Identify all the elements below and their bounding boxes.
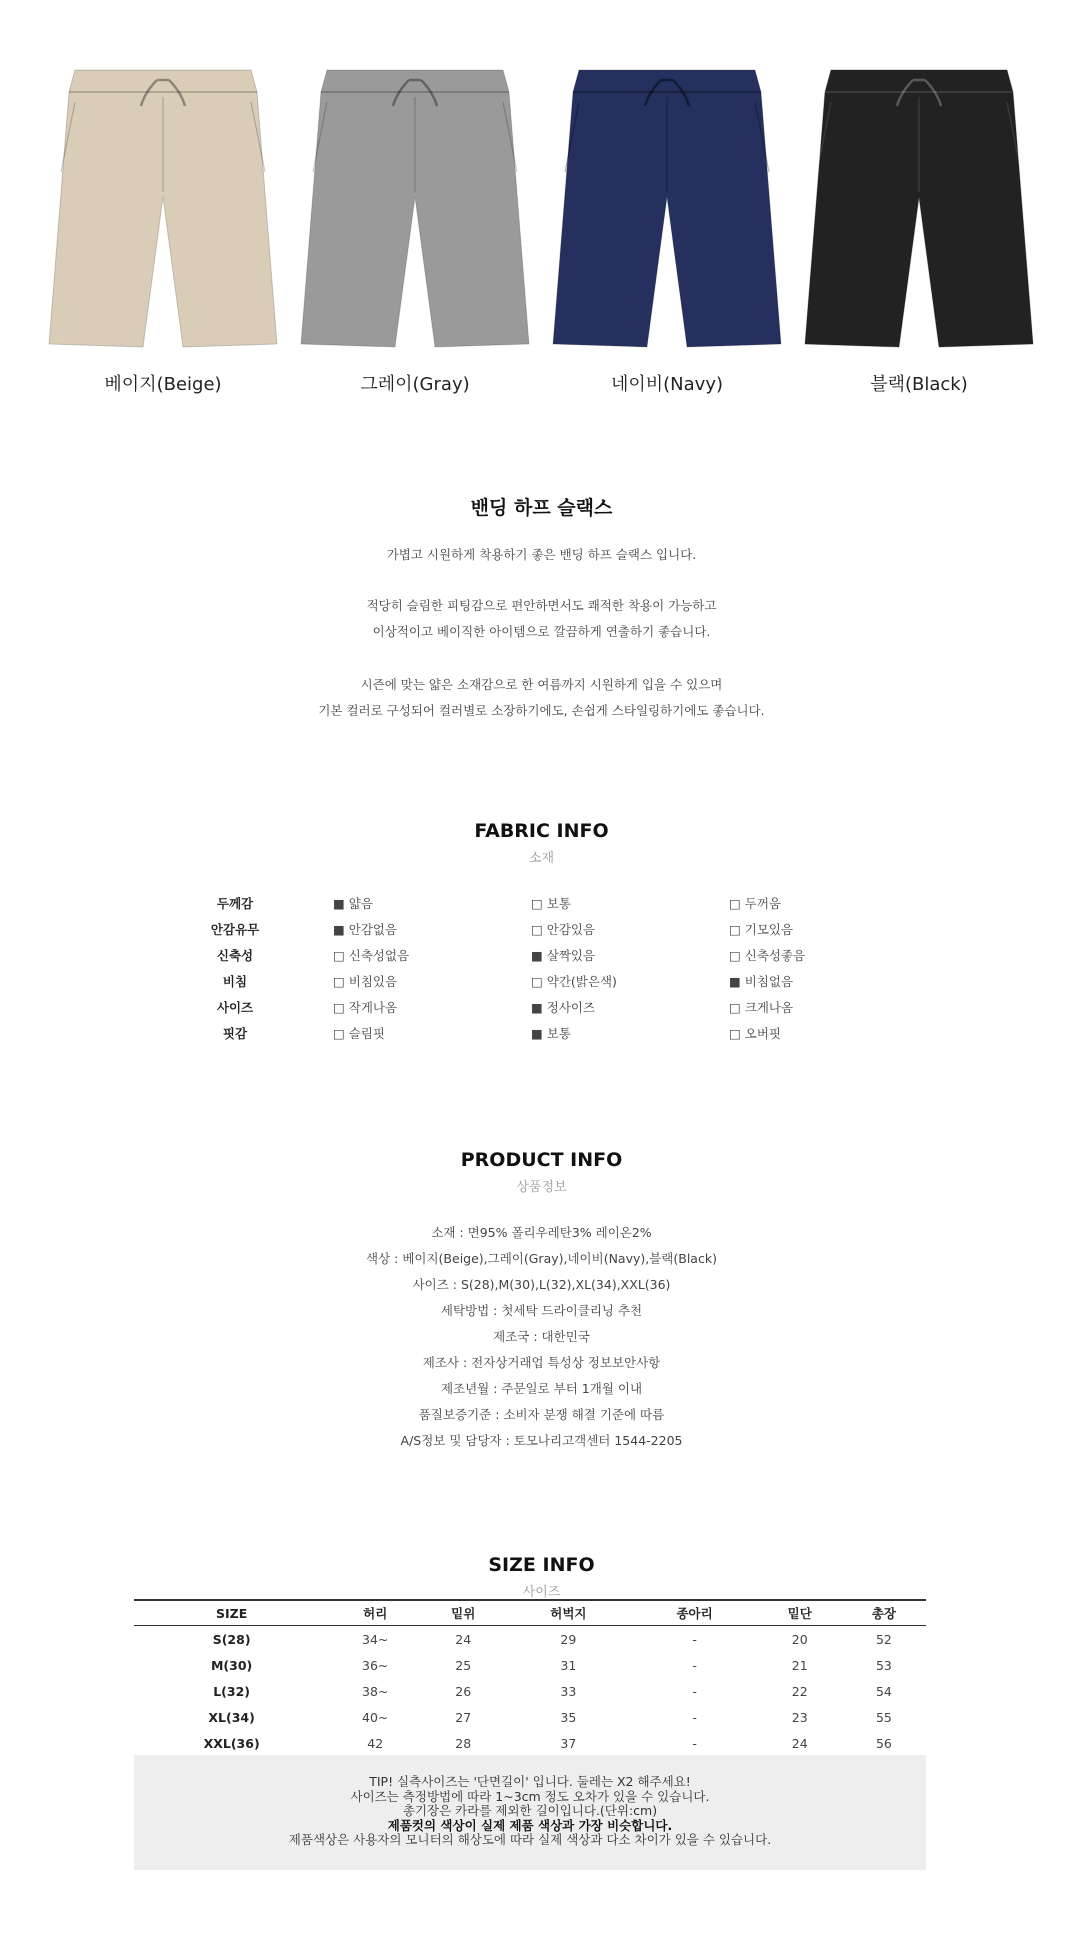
shorts-image [45,62,281,350]
table-cell: 55 [875,1709,892,1725]
table-cell: 23 [791,1709,808,1725]
product-info-subtitle: 상품정보 [516,1180,567,1195]
product-swatch-beige [45,62,281,396]
table-cell: 25 [455,1657,472,1673]
table-cell: 35 [560,1709,577,1725]
product-info-line: 색상 : 베이지(Beige),그레이(Gray),네이비(Navy),블랙(Black) [366,1251,717,1266]
swatch-caption: 네이비(Navy) [610,374,723,395]
table-row [134,1626,926,1653]
table-cell: 21 [791,1657,808,1673]
fabric-option: ■ 살짝있음 [531,948,596,963]
fabric-option: □ 안감있음 [531,922,596,937]
shorts-image [801,62,1037,350]
fabric-option: □ 오버핏 [729,1026,782,1041]
table-cell: 27 [455,1709,472,1725]
fabric-row-label: 핏감 [222,1026,248,1041]
product-swatch-navy [549,62,785,396]
shorts-navy-icon [549,62,785,350]
table-cell: L(32) [213,1683,251,1699]
intro-line: 적당히 슬림한 피팅감으로 편안하면서도 쾌적한 착용이 가능하고 [366,598,717,613]
table-cell: 38~ [362,1683,389,1699]
fabric-option: □ 약간(밝은색) [531,974,617,989]
table-row [134,1730,926,1756]
table-cell: 26 [455,1683,472,1699]
fabric-info-subtitle: 소재 [528,851,555,866]
size-col-header: 총장 [842,1600,926,1626]
fabric-option: ■ 정사이즈 [531,1000,596,1015]
tip-line-emphasis: 제품컷의 색상이 실제 제품 색상과 가장 비슷합니다. [387,1817,673,1833]
fabric-row-label: 두께감 [216,896,254,911]
table-cell: M(30) [210,1657,253,1673]
table-cell: 53 [875,1657,892,1673]
table-cell: 24 [455,1631,472,1647]
size-col-header: 밑위 [421,1600,505,1626]
table-cell: 34~ [362,1631,389,1647]
fabric-option: □ 두꺼움 [729,896,782,911]
fabric-row-label: 비침 [222,974,248,989]
fabric-info-title: FABRIC INFO [474,820,609,842]
table-cell: S(28) [212,1631,251,1647]
swatch-caption: 베이지(Beige) [104,374,222,395]
table-cell: 37 [560,1735,577,1751]
swatch-caption: 블랙(Black) [870,374,968,395]
table-cell: 28 [455,1735,472,1751]
color-swatches [35,62,1055,402]
tip-line: 사이즈는 측정방법에 따라 1~3cm 정도 오차가 있을 수 있습니다. [350,1788,710,1804]
size-table-header [134,1600,926,1626]
shorts-image [297,62,533,350]
fabric-row-fit [0,1024,1083,1050]
fabric-row-lining [0,920,1083,946]
size-info-subtitle: 사이즈 [522,1585,561,1600]
fabric-option: □ 슬림핏 [333,1026,386,1041]
fabric-row-label: 안감유무 [210,922,260,937]
table-cell: XXL(36) [203,1735,260,1751]
tip-line: TIP! 실측사이즈는 '단면길이' 입니다. 둘레는 X2 해주세요! [369,1774,691,1789]
product-info-line: 제조년월 : 주문일로 부터 1개월 이내 [440,1381,643,1396]
table-cell: - [692,1683,697,1699]
fabric-option: ■ 안감없음 [333,922,398,937]
fabric-option: □ 작게나옴 [333,1000,398,1015]
fabric-option: □ 신축성좋음 [729,948,806,963]
shorts-gray-icon [297,62,533,350]
table-cell: 24 [791,1735,808,1751]
tip-line: 제품색상은 사용자의 모니터의 해상도에 따라 실제 색상과 다소 차이가 있을 수 있습니다. [288,1832,772,1847]
table-row [134,1704,926,1730]
table-cell: 20 [791,1631,808,1647]
table-cell: 52 [875,1631,892,1647]
intro-line: 시즌에 맞는 얇은 소재감으로 한 여름까지 시원하게 입을 수 있으며 [360,677,723,692]
size-col-header: 허벅지 [505,1600,631,1626]
intro-line: 가볍고 시원하게 착용하기 좋은 밴딩 하프 슬랙스 입니다. [386,547,697,562]
product-info-line: A/S정보 및 담당자 : 토모나리고객센터 1544-2205 [400,1433,683,1448]
product-info-line: 제조사 : 전자상거래업 특성상 정보보안사항 [422,1355,661,1370]
fabric-row-stretch [0,946,1083,972]
table-cell: 22 [791,1683,808,1699]
table-cell: 40~ [362,1709,389,1725]
size-col-header: SIZE [134,1600,329,1626]
product-swatch-gray [297,62,533,396]
intro-line: 이상적이고 베이직한 아이템으로 깔끔하게 연출하기 좋습니다. [372,624,711,639]
product-info-line: 품질보증기준 : 소비자 분쟁 해결 기준에 따름 [418,1407,665,1422]
fabric-option: □ 크게나옴 [729,1000,794,1015]
product-swatch-black [801,62,1037,396]
size-table [134,1599,926,1756]
size-col-header: 허리 [329,1600,421,1626]
table-row [134,1678,926,1704]
fabric-row-size [0,998,1083,1024]
table-cell: - [692,1631,697,1647]
fabric-option: □ 보통 [531,896,571,911]
intro-title: 밴딩 하프 슬랙스 [470,497,613,519]
fabric-row-thickness [0,894,1083,920]
swatch-caption: 그레이(Gray) [360,374,470,395]
fabric-option: □ 신축성없음 [333,948,410,963]
intro-line: 기본 컬러로 구성되어 컬러별로 소장하기에도, 손쉽게 스타일링하기에도 좋습니다. [318,703,765,718]
size-info-title: SIZE INFO [488,1554,595,1576]
table-cell: 56 [875,1735,892,1751]
fabric-row-sheerness [0,972,1083,998]
table-cell: 42 [367,1735,384,1751]
table-cell: - [692,1709,697,1725]
shorts-image [549,62,785,350]
fabric-option: ■ 보통 [531,1026,571,1041]
fabric-option: □ 비침있음 [333,974,398,989]
table-cell: XL(34) [208,1709,255,1725]
fabric-row-label: 신축성 [216,948,254,963]
table-cell: - [692,1657,697,1673]
product-info-line: 소재 : 면95% 폴리우레탄3% 레이온2% [431,1225,652,1240]
table-cell: 33 [560,1683,577,1699]
size-col-header: 종아리 [631,1600,757,1626]
size-col-header: 밑단 [758,1600,842,1626]
table-row [134,1652,926,1678]
tip-line: 총기장은 카라를 제외한 길이입니다.(단위:cm) [402,1803,658,1818]
table-cell: 36~ [362,1657,389,1673]
table-cell: 31 [560,1657,577,1673]
fabric-option: ■ 비침없음 [729,974,794,989]
fabric-option: ■ 얇음 [333,896,373,911]
table-cell: - [692,1735,697,1751]
fabric-option: □ 기모있음 [729,922,794,937]
table-cell: 29 [560,1631,577,1647]
fabric-row-label: 사이즈 [216,1000,254,1015]
product-info-line: 제조국 : 대한민국 [493,1329,590,1344]
shorts-beige-icon [45,62,281,350]
size-tip-box [134,1755,926,1870]
product-info-line: 사이즈 : S(28),M(30),L(32),XL(34),XXL(36) [412,1277,671,1292]
table-cell: 54 [875,1683,892,1699]
shorts-black-icon [801,62,1037,350]
product-info-title: PRODUCT INFO [460,1149,623,1171]
product-info-line: 세탁방법 : 첫세탁 드라이클리닝 추천 [440,1303,643,1318]
